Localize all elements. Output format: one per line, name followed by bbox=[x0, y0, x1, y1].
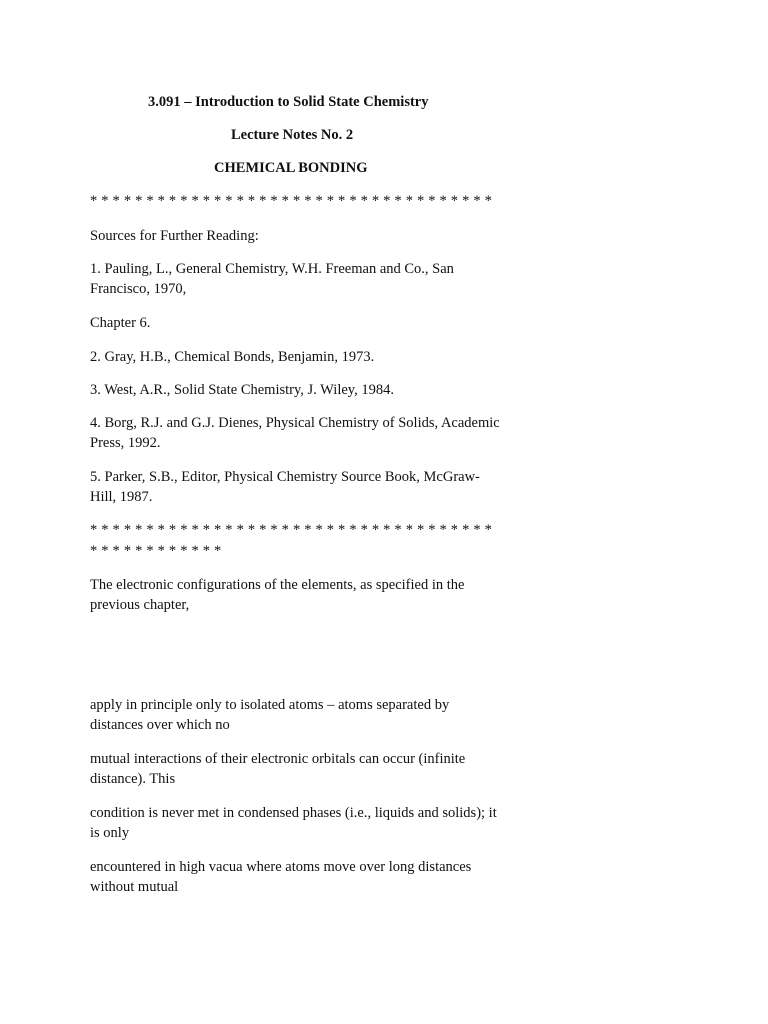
reading-item-5: 5. Parker, S.B., Editor, Physical Chemistry Source Book, McGraw-Hill, 1987. bbox=[90, 469, 480, 505]
lecture-title: Lecture Notes No. 2 bbox=[231, 127, 354, 143]
reading-item-3: 3. West, A.R., Solid State Chemistry, J. Wiley, 1984. bbox=[90, 382, 394, 398]
separator-line-continued: * * * * * * * * * * * * bbox=[90, 543, 222, 559]
reading-heading: Sources for Further Reading: bbox=[90, 228, 259, 244]
topic-title: CHEMICAL BONDING bbox=[214, 160, 368, 176]
separator-line: * * * * * * * * * * * * * * * * * * * * * * * * * * * * * * * * * * * * bbox=[90, 522, 493, 538]
reading-item-1-continued: Chapter 6. bbox=[90, 315, 151, 331]
body-paragraph-4: encountered in high vacua where atoms move over long distances without mutual bbox=[90, 859, 472, 895]
reading-item-1: 1. Pauling, L., General Chemistry, W.H. Freeman and Co., San Francisco, 1970, bbox=[90, 261, 454, 297]
intro-paragraph: The electronic configurations of the elements, as specified in the previous chapter, bbox=[90, 577, 465, 613]
body-paragraph-3: condition is never met in condensed phases (i.e., liquids and solids); it is only bbox=[90, 805, 497, 841]
course-title: 3.091 – Introduction to Solid State Chemistry bbox=[148, 94, 429, 110]
separator-line: * * * * * * * * * * * * * * * * * * * * * * * * * * * * * * * * * * * * bbox=[90, 193, 493, 209]
reading-item-4: 4. Borg, R.J. and G.J. Dienes, Physical Chemistry of Solids, Academic Press, 1992. bbox=[90, 415, 500, 451]
reading-item-2: 2. Gray, H.B., Chemical Bonds, Benjamin, 1973. bbox=[90, 349, 375, 365]
body-paragraph-2: mutual interactions of their electronic orbitals can occur (infinite distance). This bbox=[90, 751, 466, 787]
body-paragraph-1: apply in principle only to isolated atoms – atoms separated by distances over which no bbox=[90, 697, 450, 733]
